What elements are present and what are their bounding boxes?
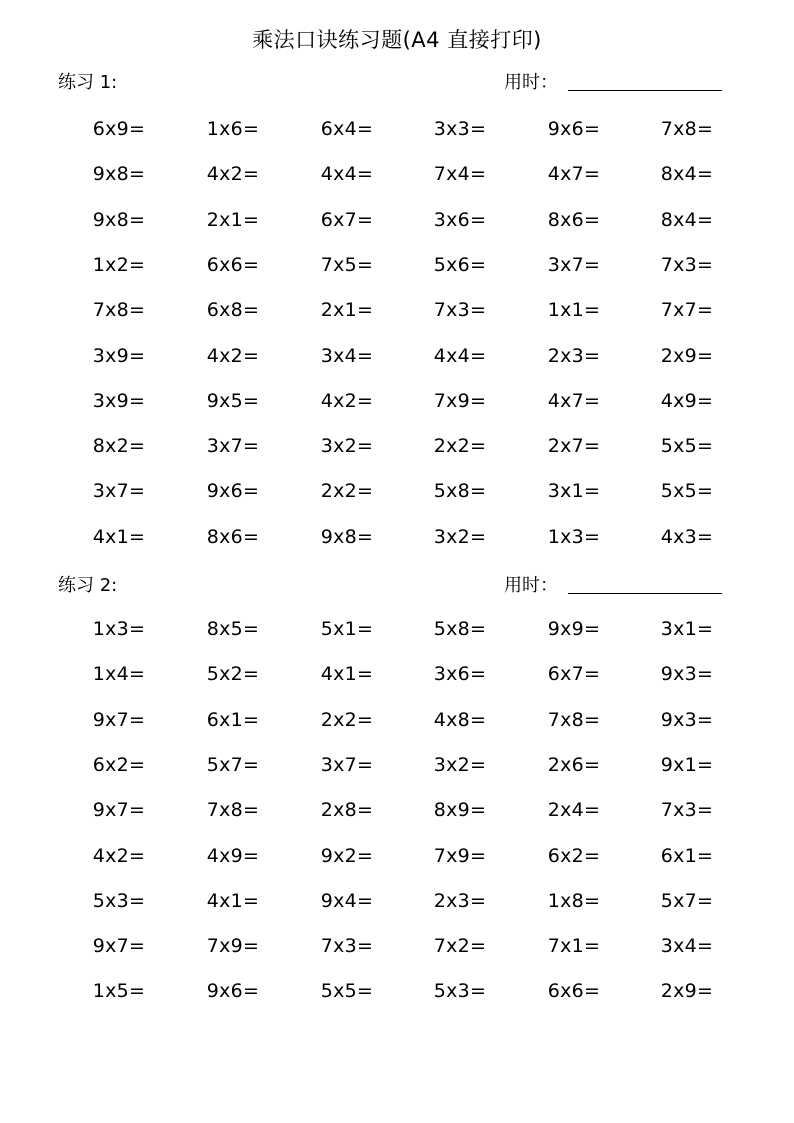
multiplication-problem: 4x9= — [660, 389, 714, 412]
multiplication-problem: 9x7= — [92, 935, 146, 958]
multiplication-problem: 2x9= — [660, 980, 714, 1003]
problem-row — [0, 754, 794, 784]
problem-row — [0, 845, 794, 875]
multiplication-problem: 3x6= — [433, 663, 487, 686]
multiplication-problem: 7x9= — [206, 935, 260, 958]
problem-row — [0, 980, 794, 1010]
multiplication-problem: 8x5= — [206, 618, 260, 640]
multiplication-problem: 2x2= — [433, 435, 487, 458]
multiplication-problem: 7x3= — [433, 299, 487, 322]
multiplication-problem: 7x2= — [433, 935, 487, 958]
multiplication-problem: 3x4= — [320, 344, 374, 367]
problem-row — [0, 890, 794, 920]
problem-row — [0, 618, 794, 648]
multiplication-problem: 3x4= — [660, 935, 714, 958]
multiplication-problem: 3x9= — [92, 344, 146, 367]
problem-row — [0, 435, 794, 465]
multiplication-problem: 5x8= — [433, 618, 487, 640]
multiplication-problem: 1x2= — [92, 253, 146, 276]
multiplication-problem: 6x6= — [206, 253, 260, 276]
section-2-time-blank — [568, 593, 722, 594]
multiplication-problem: 9x8= — [92, 163, 146, 186]
multiplication-problem: 7x8= — [660, 118, 714, 140]
multiplication-problem: 6x1= — [206, 708, 260, 731]
problem-row — [0, 799, 794, 829]
problem-row — [0, 254, 794, 284]
multiplication-problem: 3x7= — [92, 480, 146, 503]
multiplication-problem: 3x9= — [92, 389, 146, 412]
multiplication-problem: 4x2= — [206, 163, 260, 186]
multiplication-problem: 3x3= — [433, 118, 487, 140]
multiplication-problem: 9x7= — [92, 708, 146, 731]
multiplication-problem: 2x9= — [660, 344, 714, 367]
multiplication-problem: 5x5= — [660, 480, 714, 503]
multiplication-problem: 8x2= — [92, 435, 146, 458]
multiplication-problem: 8x6= — [547, 208, 601, 231]
section-2-time-label: 用时： — [504, 575, 558, 596]
multiplication-problem: 5x3= — [433, 980, 487, 1003]
multiplication-problem: 3x7= — [206, 435, 260, 458]
problem-row — [0, 526, 794, 556]
multiplication-problem: 5x2= — [206, 663, 260, 686]
multiplication-problem: 9x8= — [320, 525, 374, 548]
multiplication-problem: 9x7= — [92, 799, 146, 822]
problem-row — [0, 663, 794, 693]
multiplication-problem: 6x9= — [92, 118, 146, 140]
problem-row — [0, 345, 794, 375]
multiplication-problem: 7x8= — [547, 708, 601, 731]
multiplication-problem: 1x3= — [547, 525, 601, 548]
problem-row — [0, 935, 794, 965]
multiplication-problem: 4x7= — [547, 389, 601, 412]
multiplication-problem: 1x8= — [547, 889, 601, 912]
multiplication-problem: 1x3= — [92, 618, 146, 640]
multiplication-problem: 6x2= — [92, 753, 146, 776]
multiplication-problem: 4x1= — [92, 525, 146, 548]
multiplication-problem: 5x6= — [433, 253, 487, 276]
multiplication-problem: 2x1= — [206, 208, 260, 231]
multiplication-problem: 8x4= — [660, 163, 714, 186]
multiplication-problem: 6x7= — [320, 208, 374, 231]
multiplication-problem: 7x8= — [92, 299, 146, 322]
multiplication-problem: 4x3= — [660, 525, 714, 548]
multiplication-problem: 6x4= — [320, 118, 374, 140]
multiplication-problem: 5x3= — [92, 889, 146, 912]
multiplication-problem: 9x6= — [547, 118, 601, 140]
problem-row — [0, 480, 794, 510]
multiplication-problem: 1x1= — [547, 299, 601, 322]
multiplication-problem: 2x3= — [433, 889, 487, 912]
multiplication-problem: 7x7= — [660, 299, 714, 322]
multiplication-problem: 3x2= — [433, 753, 487, 776]
multiplication-problem: 6x7= — [547, 663, 601, 686]
multiplication-problem: 2x1= — [320, 299, 374, 322]
multiplication-problem: 5x5= — [320, 980, 374, 1003]
multiplication-problem: 2x3= — [547, 344, 601, 367]
problem-row — [0, 209, 794, 239]
multiplication-problem: 9x8= — [92, 208, 146, 231]
multiplication-problem: 6x8= — [206, 299, 260, 322]
multiplication-problem: 9x6= — [206, 480, 260, 503]
multiplication-problem: 4x1= — [206, 889, 260, 912]
section-2-label: 练习 2: — [58, 575, 118, 596]
multiplication-problem: 7x8= — [206, 799, 260, 822]
multiplication-problem: 7x3= — [660, 253, 714, 276]
multiplication-problem: 4x2= — [206, 344, 260, 367]
multiplication-problem: 7x3= — [660, 799, 714, 822]
problem-row — [0, 709, 794, 739]
multiplication-problem: 6x2= — [547, 844, 601, 867]
problem-row — [0, 299, 794, 329]
multiplication-problem: 1x5= — [92, 980, 146, 1003]
multiplication-problem: 3x1= — [660, 618, 714, 640]
multiplication-problem: 7x3= — [320, 935, 374, 958]
multiplication-problem: 3x2= — [320, 435, 374, 458]
multiplication-problem: 4x7= — [547, 163, 601, 186]
multiplication-problem: 2x6= — [547, 753, 601, 776]
multiplication-problem: 9x3= — [660, 663, 714, 686]
multiplication-problem: 4x8= — [433, 708, 487, 731]
multiplication-problem: 2x2= — [320, 708, 374, 731]
section-1-time-blank — [568, 90, 722, 91]
multiplication-problem: 7x4= — [433, 163, 487, 186]
section-1-label: 练习 1: — [58, 72, 118, 93]
multiplication-problem: 9x2= — [320, 844, 374, 867]
multiplication-problem: 8x9= — [433, 799, 487, 822]
multiplication-problem: 5x8= — [433, 480, 487, 503]
multiplication-problem: 4x4= — [433, 344, 487, 367]
multiplication-problem: 7x9= — [433, 389, 487, 412]
multiplication-problem: 9x9= — [547, 618, 601, 640]
multiplication-problem: 9x3= — [660, 708, 714, 731]
multiplication-problem: 2x8= — [320, 799, 374, 822]
multiplication-problem: 4x1= — [320, 663, 374, 686]
multiplication-problem: 9x6= — [206, 980, 260, 1003]
multiplication-problem: 3x7= — [320, 753, 374, 776]
multiplication-problem: 1x4= — [92, 663, 146, 686]
multiplication-problem: 9x1= — [660, 753, 714, 776]
multiplication-problem: 3x6= — [433, 208, 487, 231]
multiplication-problem: 2x4= — [547, 799, 601, 822]
multiplication-problem: 9x4= — [320, 889, 374, 912]
multiplication-problem: 7x5= — [320, 253, 374, 276]
multiplication-problem: 1x6= — [206, 118, 260, 140]
multiplication-problem: 7x9= — [433, 844, 487, 867]
section-1-time-label: 用时： — [504, 72, 558, 93]
page-title: 乘法口诀练习题(A4 直接打印) — [252, 28, 542, 52]
multiplication-problem: 2x2= — [320, 480, 374, 503]
problem-row — [0, 390, 794, 420]
multiplication-problem: 4x2= — [320, 389, 374, 412]
multiplication-problem: 4x2= — [92, 844, 146, 867]
multiplication-problem: 4x4= — [320, 163, 374, 186]
problem-row — [0, 163, 794, 193]
multiplication-problem: 9x5= — [206, 389, 260, 412]
multiplication-problem: 6x6= — [547, 980, 601, 1003]
multiplication-problem: 5x7= — [660, 889, 714, 912]
multiplication-problem: 5x5= — [660, 435, 714, 458]
multiplication-problem: 5x7= — [206, 753, 260, 776]
multiplication-problem: 8x4= — [660, 208, 714, 231]
problem-row — [0, 118, 794, 148]
multiplication-problem: 3x2= — [433, 525, 487, 548]
multiplication-problem: 6x1= — [660, 844, 714, 867]
multiplication-problem: 3x1= — [547, 480, 601, 503]
multiplication-problem: 5x1= — [320, 618, 374, 640]
multiplication-problem: 7x1= — [547, 935, 601, 958]
multiplication-problem: 8x6= — [206, 525, 260, 548]
multiplication-problem: 3x7= — [547, 253, 601, 276]
multiplication-problem: 2x7= — [547, 435, 601, 458]
multiplication-problem: 4x9= — [206, 844, 260, 867]
